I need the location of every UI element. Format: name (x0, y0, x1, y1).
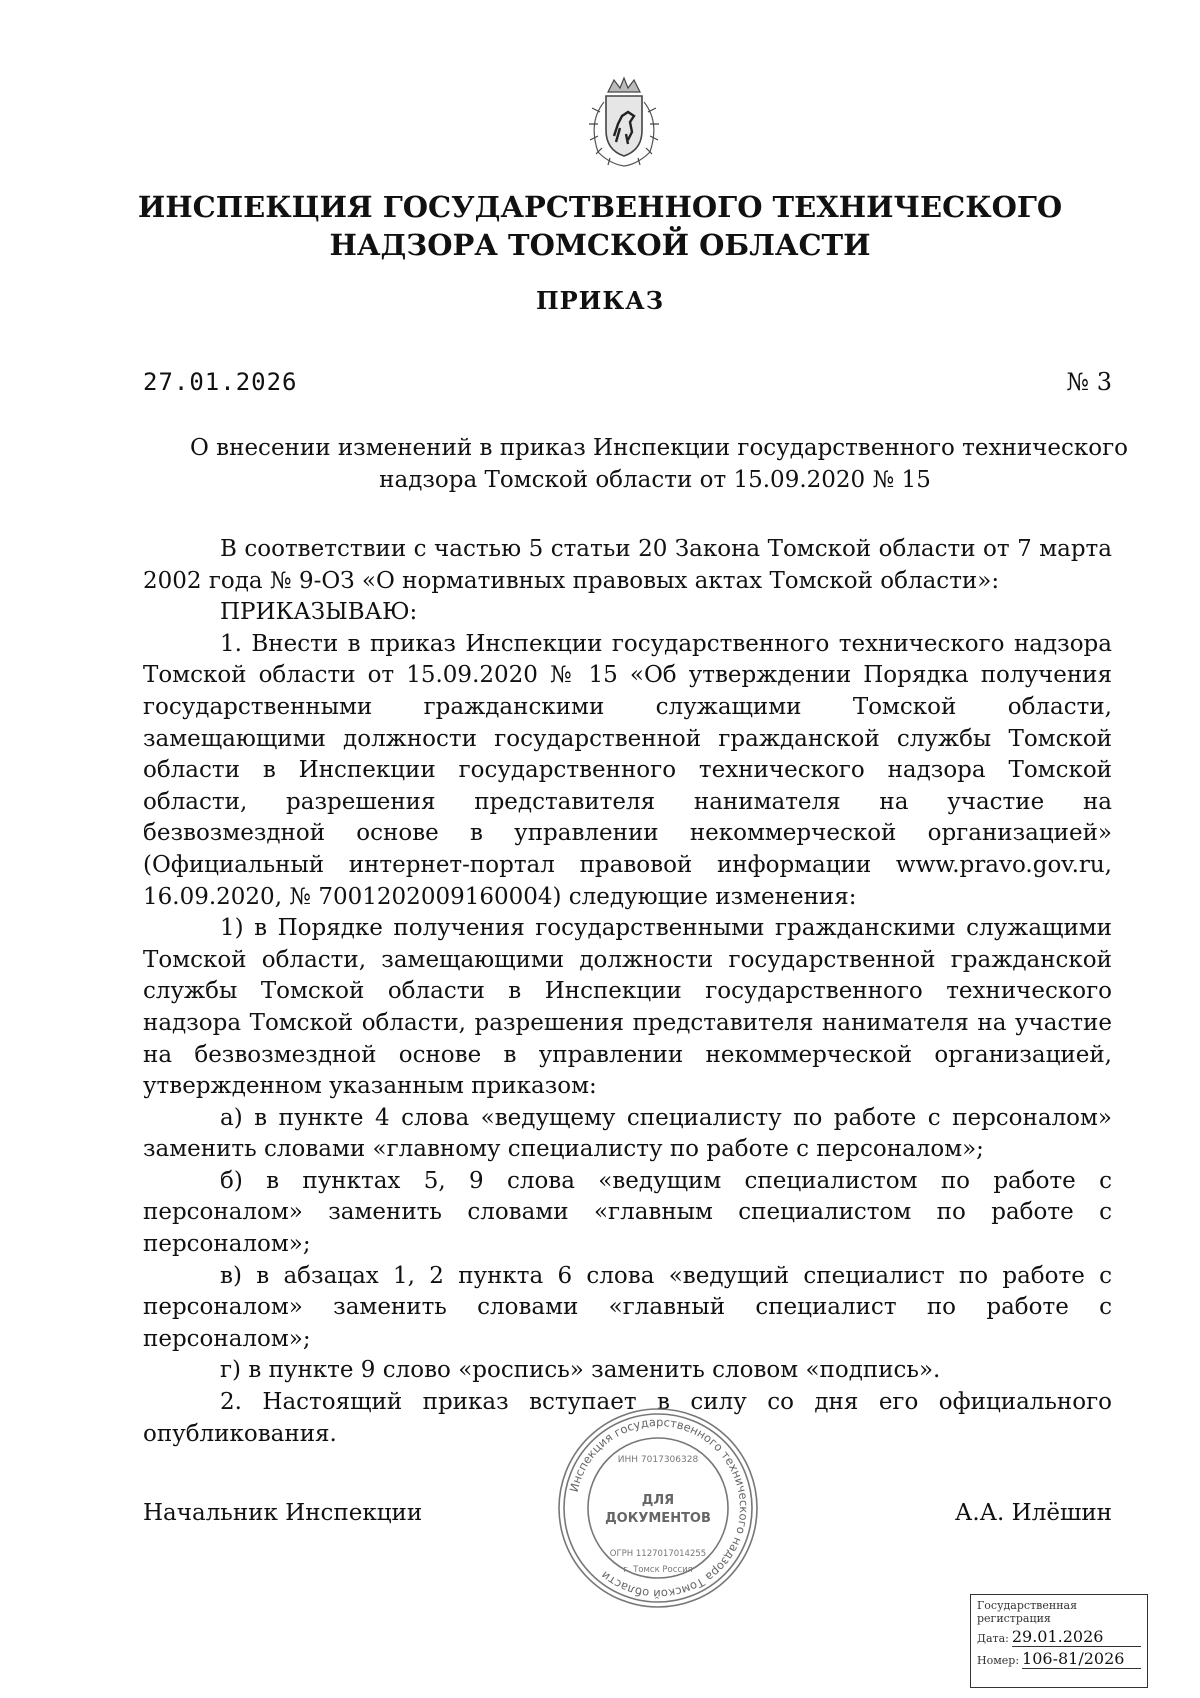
stamp-center-line1: ДЛЯ (641, 1493, 675, 1508)
body-paragraph: 1. Внести в приказ Инспекции государственного технического надзора Томской области от 15.09.2020 № 15 «Об утверждении Порядка получения государственными гражданскими служащими Томской области, замещающими должности государственной гражданской службы Томской области в Инспекции государственного технического надзора Томской области, разрешения представителя нанимателя на участие на безвозмездной основе в управлении некоммерческой организацией» (Официальный интернет-портал правовой информации www.pravo.gov.ru, 16.09.2020, № 7001202009160004) следующие изменения: (143, 630, 1112, 910)
registration-title: Государственная регистрация (977, 1599, 1078, 1625)
body-paragraph: 2. Настоящий приказ вступает в силу со дня его официального опубликования. (143, 1389, 1112, 1447)
document-body (143, 534, 1112, 1450)
registration-number-label: Номер: (977, 1654, 1020, 1667)
body-paragraph: 1) в Порядке получения государственными гражданскими служащими Томской области, замещающими должности государственной гражданской службы Томской области в Инспекции государственного технического надзора Томской области, разрешения представителя нанимателя на участие на безвозмездной основе в управлении некоммерческой организацией, утвержденном указанным приказом: (143, 915, 1112, 1100)
official-stamp (556, 1406, 760, 1610)
body-paragraph: в) в абзацах 1, 2 пункта 6 слова «ведущий специалист по работе с персоналом» заменить словами «главный специалист по работе с персоналом»; (143, 1262, 1112, 1352)
subject-line1: О внесении изменений в приказ Инспекции государственного технического (190, 435, 1128, 461)
org-name-line2: НАДЗОРА ТОМСКОЙ ОБЛАСТИ (329, 228, 871, 262)
registration-date: 29.01.2026 (1012, 1627, 1141, 1647)
document-type: ПРИКАЗ (535, 286, 665, 315)
stamp-ring-text: Инспекция государственного технического надзора Томской области (566, 1414, 752, 1602)
stamp-ogrn: ОГРН 1127017014255 (609, 1549, 707, 1559)
registration-box (970, 1594, 1148, 1688)
signatory-name: А.А. Илёшин (954, 1500, 1112, 1526)
signatory-position: Начальник Инспекции (143, 1500, 423, 1526)
body-paragraph: б) в пунктах 5, 9 слова «ведущим специалистом по работе с персоналом» заменить словами «главным специалистом по работе с персоналом»; (143, 1167, 1112, 1258)
body-paragraph: г) в пункте 9 слово «роспись» заменить словом «подпись». (220, 1357, 941, 1384)
org-name-line1: ИНСПЕКЦИЯ ГОСУДАРСТВЕННОГО ТЕХНИЧЕСКОГО (137, 190, 1063, 224)
registration-number: 106-81/2026 (1022, 1649, 1141, 1669)
document-subject (190, 432, 1128, 496)
body-paragraph: В соответствии с частью 5 статьи 20 Закона Томской области от 7 марта 2002 года № 9-ОЗ «О нормативных правовых актах Томской области»: (143, 536, 1112, 594)
stamp-inn: ИНН 7017306328 (617, 1455, 699, 1465)
stamp-city: г. Томск Россия (623, 1565, 693, 1575)
body-paragraph: ПРИКАЗЫВАЮ: (220, 599, 418, 626)
subject-line2: надзора Томской области от 15.09.2020 № 15 (379, 467, 931, 493)
document-date: 27.01.2026 (143, 368, 298, 396)
tomsk-coat-of-arms-icon (570, 72, 678, 172)
registration-date-label: Дата: (977, 1632, 1009, 1645)
stamp-center-line2: ДОКУМЕНТОВ (605, 1511, 711, 1526)
document-number: № 3 (1066, 368, 1112, 396)
body-paragraph: а) в пункте 4 слова «ведущему специалисту по работе с персоналом» заменить словами «главному специалисту по работе с персоналом»; (143, 1104, 1112, 1163)
